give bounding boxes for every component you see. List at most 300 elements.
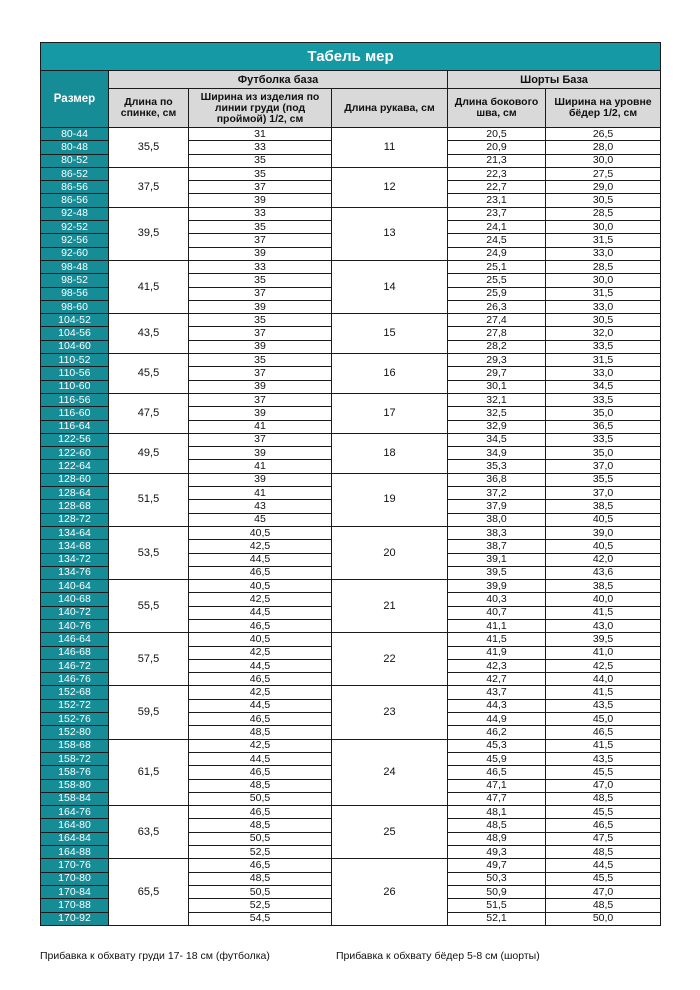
chest-width-cell: 35 [189,154,332,167]
hip-width-cell: 46,5 [546,819,661,832]
side-seam-cell: 41,5 [448,633,546,646]
side-seam-cell: 23,7 [448,207,546,220]
chest-width-cell: 44,5 [189,752,332,765]
size-cell: 134-64 [41,526,109,539]
size-cell: 158-80 [41,779,109,792]
hip-width-cell: 43,5 [546,752,661,765]
side-seam-cell: 42,7 [448,673,546,686]
chest-width-cell: 46,5 [189,713,332,726]
size-cell: 158-68 [41,739,109,752]
chest-width-cell: 31 [189,128,332,141]
size-cell: 92-52 [41,221,109,234]
sleeve-length-cell: 12 [332,167,448,207]
side-seam-cell: 45,9 [448,752,546,765]
chest-width-cell: 33 [189,207,332,220]
size-header: Размер [41,71,109,128]
size-cell: 170-80 [41,872,109,885]
side-seam-cell: 25,9 [448,287,546,300]
hip-width-cell: 44,0 [546,673,661,686]
chest-width-cell: 37 [189,327,332,340]
table-row [41,260,661,273]
sleeve-length-cell: 18 [332,433,448,473]
side-seam-cell: 45,3 [448,739,546,752]
sleeve-length-cell: 23 [332,686,448,739]
chest-width-cell: 39 [189,447,332,460]
chest-width-cell: 44,5 [189,659,332,672]
chest-width-cell: 37 [189,287,332,300]
chest-width-cell: 40,5 [189,526,332,539]
chest-width-cell: 42,5 [189,646,332,659]
table-row [41,167,661,180]
back-length-cell: 65,5 [109,859,189,925]
table-row [41,686,661,699]
chest-width-cell: 40,5 [189,633,332,646]
hip-width-cell: 30,0 [546,221,661,234]
chest-width-cell: 37 [189,367,332,380]
sleeve-length-cell: 24 [332,739,448,805]
chest-width-cell: 48,5 [189,819,332,832]
size-cell: 116-56 [41,393,109,406]
chest-width-cell: 35 [189,274,332,287]
back-length-cell: 61,5 [109,739,189,805]
size-cell: 152-80 [41,726,109,739]
chest-width-cell: 39 [189,473,332,486]
side-seam-cell: 25,1 [448,260,546,273]
side-seam-cell: 37,2 [448,487,546,500]
hip-width-cell: 31,5 [546,234,661,247]
size-cell: 170-92 [41,912,109,925]
side-seam-cell: 27,8 [448,327,546,340]
sleeve-length-header: Длина рукава, см [332,89,448,128]
chest-width-cell: 46,5 [189,673,332,686]
chest-width-cell: 37 [189,234,332,247]
chest-width-cell: 46,5 [189,566,332,579]
size-cell: 104-56 [41,327,109,340]
side-seam-cell: 36,8 [448,473,546,486]
chest-width-cell: 40,5 [189,580,332,593]
hip-width-cell: 35,0 [546,407,661,420]
hip-width-cell: 28,5 [546,207,661,220]
side-seam-cell: 46,2 [448,726,546,739]
size-cell: 116-64 [41,420,109,433]
back-length-cell: 37,5 [109,167,189,207]
back-length-cell: 63,5 [109,806,189,859]
hip-width-cell: 43,0 [546,619,661,632]
size-cell: 128-60 [41,473,109,486]
side-seam-cell: 39,1 [448,553,546,566]
chest-width-cell: 33 [189,260,332,273]
size-cell: 92-56 [41,234,109,247]
side-seam-cell: 44,3 [448,699,546,712]
chest-width-cell: 44,5 [189,699,332,712]
chest-width-cell: 44,5 [189,606,332,619]
sleeve-length-cell: 21 [332,580,448,633]
side-seam-cell: 52,1 [448,912,546,925]
back-length-cell: 51,5 [109,473,189,526]
chest-width-cell: 48,5 [189,872,332,885]
table-row [41,354,661,367]
side-seam-cell: 29,7 [448,367,546,380]
sleeve-length-cell: 17 [332,393,448,433]
chest-width-cell: 41 [189,487,332,500]
hip-width-cell: 28,0 [546,141,661,154]
size-cell: 146-76 [41,673,109,686]
side-seam-cell: 22,7 [448,181,546,194]
hip-width-cell: 42,5 [546,659,661,672]
chest-width-cell: 46,5 [189,859,332,872]
hip-width-cell: 30,5 [546,314,661,327]
size-cell: 128-68 [41,500,109,513]
chest-width-cell: 46,5 [189,806,332,819]
side-seam-cell: 24,5 [448,234,546,247]
hip-width-cell: 48,5 [546,899,661,912]
side-seam-cell: 26,3 [448,300,546,313]
side-seam-cell: 32,1 [448,393,546,406]
shorts-group-header: Шорты База [448,71,661,89]
hip-width-cell: 43,6 [546,566,661,579]
side-seam-cell: 32,5 [448,407,546,420]
chest-width-cell: 46,5 [189,619,332,632]
hip-width-cell: 38,5 [546,580,661,593]
chest-width-cell: 35 [189,354,332,367]
size-cell: 152-72 [41,699,109,712]
side-seam-cell: 51,5 [448,899,546,912]
size-cell: 134-76 [41,566,109,579]
side-seam-cell: 42,3 [448,659,546,672]
back-length-cell: 43,5 [109,314,189,354]
hip-width-cell: 35,5 [546,473,661,486]
hip-width-cell: 30,0 [546,274,661,287]
hip-width-cell: 42,0 [546,553,661,566]
hip-width-cell: 37,0 [546,487,661,500]
hip-width-cell: 29,0 [546,181,661,194]
hip-width-cell: 45,0 [546,713,661,726]
side-seam-cell: 50,3 [448,872,546,885]
chest-width-cell: 35 [189,314,332,327]
hip-width-cell: 48,5 [546,792,661,805]
size-cell: 98-56 [41,287,109,300]
back-length-header: Длина по спинке, см [109,89,189,128]
chest-width-cell: 48,5 [189,726,332,739]
size-cell: 80-44 [41,128,109,141]
side-seam-cell: 47,1 [448,779,546,792]
size-cell: 110-60 [41,380,109,393]
hip-width-cell: 30,0 [546,154,661,167]
side-seam-cell: 30,1 [448,380,546,393]
size-cell: 146-68 [41,646,109,659]
back-length-cell: 47,5 [109,393,189,433]
hip-width-header: Ширина на уровне бёдер 1/2, см [546,89,661,128]
size-cell: 170-76 [41,859,109,872]
table-row [41,859,661,872]
size-cell: 140-68 [41,593,109,606]
side-seam-cell: 32,9 [448,420,546,433]
hip-width-cell: 39,5 [546,633,661,646]
back-length-cell: 57,5 [109,633,189,686]
chest-width-cell: 37 [189,181,332,194]
side-seam-cell: 49,7 [448,859,546,872]
table-row [41,580,661,593]
chest-width-cell: 42,5 [189,739,332,752]
size-cell: 116-60 [41,407,109,420]
hip-width-cell: 32,0 [546,327,661,340]
table-row [41,433,661,446]
side-seam-cell: 24,9 [448,247,546,260]
size-cell: 86-52 [41,167,109,180]
side-seam-cell: 39,9 [448,580,546,593]
sleeve-length-cell: 22 [332,633,448,686]
chest-width-cell: 52,5 [189,899,332,912]
hip-width-cell: 33,5 [546,433,661,446]
side-seam-cell: 25,5 [448,274,546,287]
hip-width-cell: 35,0 [546,447,661,460]
chest-width-header: Ширина из изделия по линии груди (под проймой) 1/2, см [189,89,332,128]
sleeve-length-cell: 19 [332,473,448,526]
chest-width-cell: 39 [189,380,332,393]
hip-width-cell: 31,5 [546,354,661,367]
hip-width-cell: 41,5 [546,606,661,619]
chest-width-cell: 41 [189,460,332,473]
size-cell: 80-48 [41,141,109,154]
size-cell: 140-72 [41,606,109,619]
hip-width-cell: 41,0 [546,646,661,659]
side-seam-cell: 39,5 [448,566,546,579]
size-cell: 128-64 [41,487,109,500]
hip-width-cell: 40,5 [546,513,661,526]
chest-width-cell: 48,5 [189,779,332,792]
side-seam-cell: 20,9 [448,141,546,154]
chest-width-cell: 41 [189,420,332,433]
table-row [41,473,661,486]
chest-width-cell: 37 [189,393,332,406]
sleeve-length-cell: 20 [332,526,448,579]
sleeve-length-cell: 11 [332,128,448,168]
table-row [41,393,661,406]
chest-width-cell: 50,5 [189,832,332,845]
side-seam-cell: 48,5 [448,819,546,832]
size-chart [40,42,660,926]
side-seam-cell: 20,5 [448,128,546,141]
side-seam-header: Длина бокового шва, см [448,89,546,128]
side-seam-cell: 41,9 [448,646,546,659]
size-cell: 104-52 [41,314,109,327]
hip-width-cell: 43,5 [546,699,661,712]
chest-width-cell: 35 [189,221,332,234]
hip-width-cell: 28,5 [546,260,661,273]
hip-width-cell: 37,0 [546,460,661,473]
back-length-cell: 55,5 [109,580,189,633]
side-seam-cell: 48,9 [448,832,546,845]
hip-width-cell: 36,5 [546,420,661,433]
size-cell: 164-76 [41,806,109,819]
size-table [40,42,661,926]
side-seam-cell: 37,9 [448,500,546,513]
sleeve-length-cell: 14 [332,260,448,313]
hip-width-cell: 45,5 [546,872,661,885]
hip-width-cell: 50,0 [546,912,661,925]
chest-width-cell: 50,5 [189,885,332,898]
hip-width-cell: 33,0 [546,300,661,313]
size-cell: 92-60 [41,247,109,260]
hip-width-cell: 33,5 [546,393,661,406]
size-cell: 104-60 [41,340,109,353]
chest-width-cell: 44,5 [189,553,332,566]
hip-width-cell: 33,5 [546,340,661,353]
size-cell: 146-64 [41,633,109,646]
side-seam-cell: 29,3 [448,354,546,367]
chest-width-cell: 39 [189,300,332,313]
size-cell: 122-60 [41,447,109,460]
size-cell: 86-56 [41,194,109,207]
side-seam-cell: 41,1 [448,619,546,632]
chest-width-cell: 52,5 [189,846,332,859]
size-cell: 92-48 [41,207,109,220]
back-length-cell: 39,5 [109,207,189,260]
size-cell: 170-84 [41,885,109,898]
side-seam-cell: 24,1 [448,221,546,234]
size-cell: 98-60 [41,300,109,313]
sleeve-length-cell: 25 [332,806,448,859]
hip-width-cell: 41,5 [546,739,661,752]
hip-width-cell: 45,5 [546,806,661,819]
hip-width-cell: 47,0 [546,885,661,898]
side-seam-cell: 23,1 [448,194,546,207]
size-cell: 152-68 [41,686,109,699]
back-length-cell: 59,5 [109,686,189,739]
size-cell: 110-52 [41,354,109,367]
back-length-cell: 41,5 [109,260,189,313]
size-cell: 158-72 [41,752,109,765]
back-length-cell: 49,5 [109,433,189,473]
side-seam-cell: 35,3 [448,460,546,473]
size-cell: 134-68 [41,540,109,553]
side-seam-cell: 34,5 [448,433,546,446]
table-row [41,207,661,220]
hip-width-cell: 30,5 [546,194,661,207]
chest-width-cell: 37 [189,433,332,446]
chest-width-cell: 33 [189,141,332,154]
chest-width-cell: 42,5 [189,540,332,553]
side-seam-cell: 49,3 [448,846,546,859]
side-seam-cell: 47,7 [448,792,546,805]
side-seam-cell: 22,3 [448,167,546,180]
table-row [41,526,661,539]
hip-width-cell: 33,0 [546,247,661,260]
hip-width-cell: 40,0 [546,593,661,606]
chest-width-cell: 46,5 [189,766,332,779]
hip-allowance-note: Прибавка к обхвату бёдер 5-8 см (шорты) [336,950,540,962]
hip-width-cell: 31,5 [546,287,661,300]
side-seam-cell: 46,5 [448,766,546,779]
chest-width-cell: 43 [189,500,332,513]
chest-width-cell: 39 [189,340,332,353]
hip-width-cell: 33,0 [546,367,661,380]
side-seam-cell: 34,9 [448,447,546,460]
back-length-cell: 35,5 [109,128,189,168]
chest-width-cell: 42,5 [189,593,332,606]
side-seam-cell: 40,7 [448,606,546,619]
side-seam-cell: 27,4 [448,314,546,327]
chest-width-cell: 45 [189,513,332,526]
table-title: Табель мер [41,43,661,71]
table-row [41,633,661,646]
table-row [41,739,661,752]
hip-width-cell: 46,5 [546,726,661,739]
hip-width-cell: 45,5 [546,766,661,779]
hip-width-cell: 48,5 [546,846,661,859]
chest-width-cell: 39 [189,194,332,207]
back-length-cell: 45,5 [109,354,189,394]
size-cell: 98-48 [41,260,109,273]
chest-width-cell: 54,5 [189,912,332,925]
side-seam-cell: 38,0 [448,513,546,526]
side-seam-cell: 48,1 [448,806,546,819]
size-cell: 140-76 [41,619,109,632]
size-cell: 134-72 [41,553,109,566]
sleeve-length-cell: 15 [332,314,448,354]
size-cell: 122-64 [41,460,109,473]
size-cell: 122-56 [41,433,109,446]
size-cell: 140-64 [41,580,109,593]
side-seam-cell: 38,7 [448,540,546,553]
size-cell: 170-88 [41,899,109,912]
table-row [41,806,661,819]
hip-width-cell: 38,5 [546,500,661,513]
hip-width-cell: 34,5 [546,380,661,393]
chest-width-cell: 42,5 [189,686,332,699]
hip-width-cell: 44,5 [546,859,661,872]
size-cell: 164-84 [41,832,109,845]
sleeve-length-cell: 13 [332,207,448,260]
size-cell: 152-76 [41,713,109,726]
size-cell: 80-52 [41,154,109,167]
size-table-body [41,128,661,926]
side-seam-cell: 43,7 [448,686,546,699]
side-seam-cell: 40,3 [448,593,546,606]
hip-width-cell: 40,5 [546,540,661,553]
table-row [41,128,661,141]
side-seam-cell: 44,9 [448,713,546,726]
size-cell: 158-84 [41,792,109,805]
chest-width-cell: 39 [189,247,332,260]
size-cell: 158-76 [41,766,109,779]
size-cell: 164-80 [41,819,109,832]
chest-width-cell: 50,5 [189,792,332,805]
size-cell: 110-56 [41,367,109,380]
side-seam-cell: 21,3 [448,154,546,167]
size-cell: 128-72 [41,513,109,526]
side-seam-cell: 38,3 [448,526,546,539]
size-cell: 98-52 [41,274,109,287]
side-seam-cell: 28,2 [448,340,546,353]
side-seam-cell: 50,9 [448,885,546,898]
hip-width-cell: 39,0 [546,526,661,539]
sleeve-length-cell: 26 [332,859,448,925]
back-length-cell: 53,5 [109,526,189,579]
chest-width-cell: 39 [189,407,332,420]
size-cell: 146-72 [41,659,109,672]
hip-width-cell: 27,5 [546,167,661,180]
hip-width-cell: 41,5 [546,686,661,699]
hip-width-cell: 47,0 [546,779,661,792]
table-row [41,314,661,327]
size-cell: 164-88 [41,846,109,859]
sleeve-length-cell: 16 [332,354,448,394]
tshirt-group-header: Футболка база [109,71,448,89]
size-cell: 86-56 [41,181,109,194]
hip-width-cell: 26,5 [546,128,661,141]
chest-width-cell: 35 [189,167,332,180]
